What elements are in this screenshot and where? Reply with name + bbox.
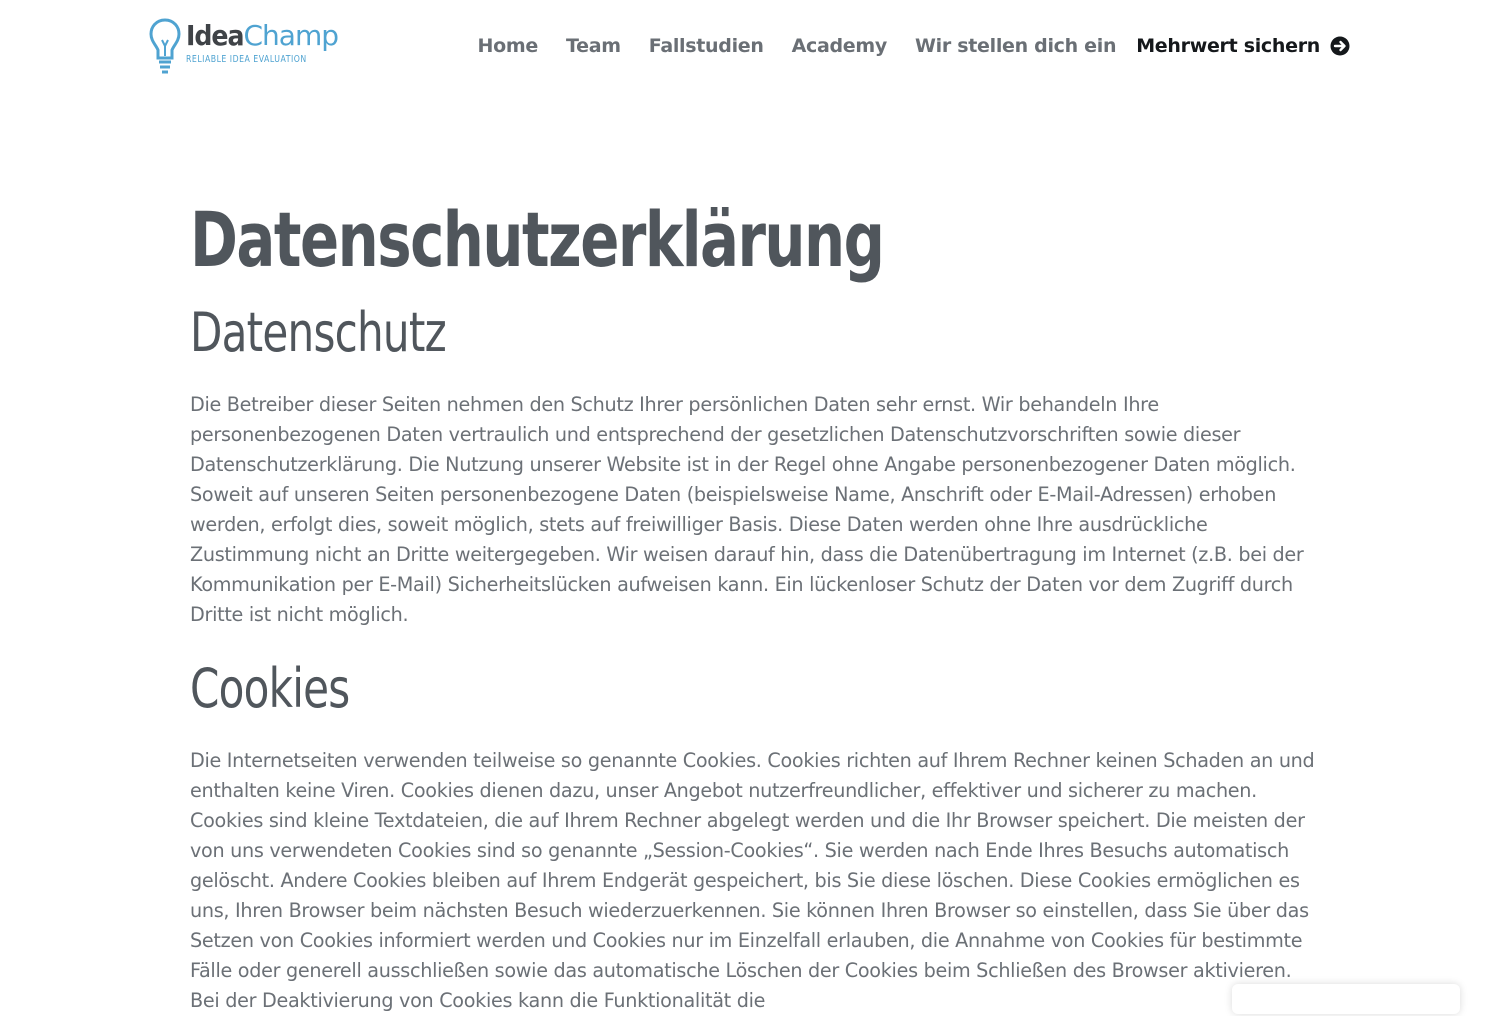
logo-wordmark: [186, 18, 338, 54]
site-header: [0, 0, 1500, 92]
cta-mehrwert-sichern-button[interactable]: [1136, 35, 1350, 57]
site-logo[interactable]: [148, 16, 338, 74]
nav-item-home[interactable]: Home: [477, 35, 538, 57]
cta-label: Mehrwert sichern: [1136, 35, 1320, 57]
section-heading-cookies: Cookies: [190, 657, 350, 720]
main-content: [190, 190, 1315, 1016]
paragraph-cookies: Die Internetseiten verwenden teilweise so genannte Cookies. Cookies richten auf Ihrem Rechner keinen Schaden an und enthalten keine Viren. Cookies dienen dazu, unser Angebot nutzerfreundlicher, effektiver und sicherer zu machen. Cookies sind kleine Textdateien, die auf Ihrem Rechner abgelegt werden und die Ihr Browser speichert. Die meisten der von uns verwendeten Cookies sind so genannte „Session-Cookies“. Sie werden nach Ende Ihres Besuchs automatisch gelöscht. Andere Cookies bleiben auf Ihrem Endgerät gespeichert, bis Sie diese löschen. Diese Cookies ermöglichen es uns, Ihren Browser beim nächsten Besuch wiederzuerkennen. Sie können Ihren Browser so einstellen, dass Sie über das Setzen von Cookies informiert werden und Cookies nur im Einzelfall erlauben, die Annahme von Cookies für bestimmte Fälle oder generell ausschließen sowie das automatische Löschen der Cookies beim Schließen des Browser aktivieren. Bei der Deaktivierung von Cookies kann die Funktionalität die: [190, 749, 1315, 1012]
nav-item-team[interactable]: Team: [566, 35, 621, 57]
paragraph-datenschutz: Die Betreiber dieser Seiten nehmen den Schutz Ihrer persönlichen Daten sehr ernst. Wir behandeln Ihre personenbezogenen Daten vertraulich und entsprechend der gesetzlichen Datenschutzvorschriften sowie dieser Datenschutzerklärung. Die Nutzung unserer Website ist in der Regel ohne Angabe personenbezogener Daten möglich. Soweit auf unseren Seiten personenbezogene Daten (beispielsweise Name, Anschrift oder E-Mail-Adressen) erhoben werden, erfolgt dies, soweit möglich, stets auf freiwilliger Basis. Diese Daten werden ohne Ihre ausdrückliche Zustimmung nicht an Dritte weitergegeben. Wir weisen darauf hin, dass die Datenübertragung im Internet (z.B. bei der Kommunikation per E-Mail) Sicherheitslücken aufweisen kann. Ein lückenloser Schutz der Daten vor dem Zugriff durch Dritte ist nicht möglich.: [190, 393, 1304, 626]
section-cookies: [190, 654, 1315, 1016]
logo-word-champ: Champ: [243, 19, 338, 52]
section-datenschutz: [190, 298, 1315, 630]
main-nav: [450, 30, 1350, 62]
lightbulb-icon: [148, 16, 182, 74]
nav-item-academy[interactable]: Academy: [791, 35, 887, 57]
page-title: Datenschutzerklärung: [190, 195, 884, 284]
nav-item-wir-stellen-dich-ein[interactable]: Wir stellen dich ein: [914, 35, 1117, 57]
section-heading-datenschutz: Datenschutz: [190, 301, 446, 364]
logo-tagline: RELIABLE IDEA EVALUATION: [186, 54, 307, 65]
arrow-right-circle-icon: [1330, 36, 1350, 56]
nav-item-fallstudien[interactable]: Fallstudien: [648, 35, 764, 57]
cookie-banner-peek[interactable]: [1232, 984, 1460, 1014]
logo-word-idea: Idea: [186, 19, 244, 52]
